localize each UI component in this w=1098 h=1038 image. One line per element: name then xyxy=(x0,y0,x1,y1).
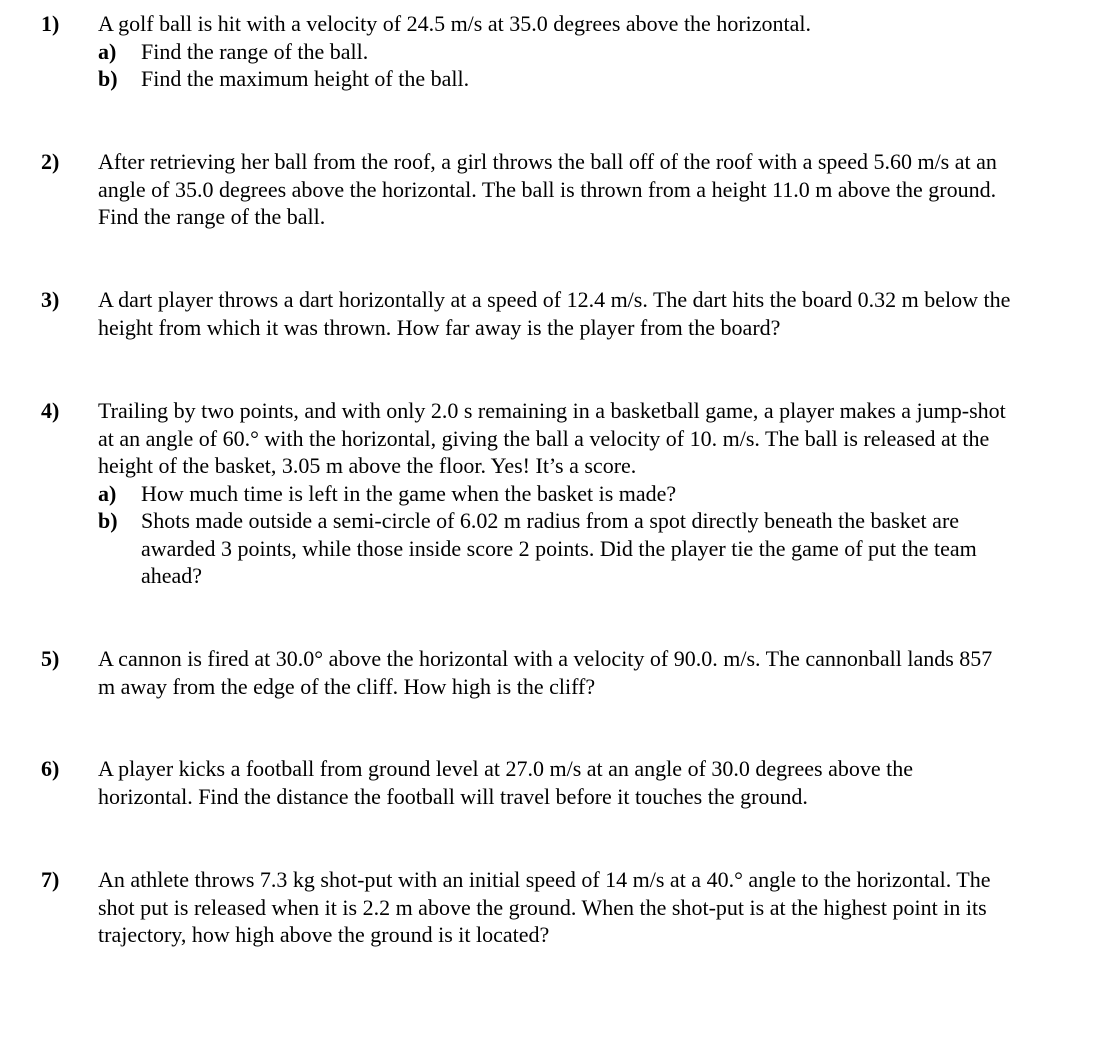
part-text: Shots made outside a semi-circle of 6.02 m radius from a spot directly beneath the basket are awarded 3 points, while those inside score 2 points. Did the player tie the game of put the team ahead? xyxy=(141,508,977,588)
part-letter: a) xyxy=(98,38,117,64)
problem-number: 4) xyxy=(41,398,60,423)
problem-text: After retrieving her ball from the roof, a girl throws the ball off of the roof with a speed 5.60 m/s at an angle of 35.0 degrees above the horizontal. The ball is thrown from a height 11.0 m above the ground. Find the range of the ball. xyxy=(98,149,997,229)
problem-number: 3) xyxy=(41,287,60,312)
problem-2 xyxy=(38,148,1078,231)
problem-text: An athlete throws 7.3 kg shot-put with an initial speed of 14 m/s at a 40.° angle to the horizontal. The shot put is released when it is 2.2 m above the ground. When the shot-put is at the highest point in its trajectory, how high above the ground is it located? xyxy=(98,867,991,947)
problem-part-a xyxy=(98,38,1013,66)
problem-6 xyxy=(38,755,1078,810)
problem-number: 5) xyxy=(41,646,60,671)
problem-part-b xyxy=(98,65,1013,93)
part-text: How much time is left in the game when the basket is made? xyxy=(141,480,677,506)
part-letter: b) xyxy=(98,66,118,91)
problem-text: A player kicks a football from ground level at 27.0 m/s at an angle of 30.0 degrees above the horizontal. Find the distance the football will travel before it touches the ground. xyxy=(98,756,913,809)
problem-number: 7) xyxy=(41,867,60,892)
problem-text: A cannon is fired at 30.0° above the horizontal with a velocity of 90.0. m/s. The cannonball lands 857 m away from the edge of the cliff. How high is the cliff? xyxy=(98,646,993,699)
problem-text: Trailing by two points, and with only 2.0 s remaining in a basketball game, a player makes a jump-shot at an angle of 60.° with the horizontal, giving the ball a velocity of 10. m/s. The ball is released at the height of the basket, 3.05 m above the floor. Yes! It’s a score. xyxy=(98,398,1006,478)
problem-7 xyxy=(38,866,1078,949)
problem-5 xyxy=(38,645,1078,700)
problem-text: A dart player throws a dart horizontally at a speed of 12.4 m/s. The dart hits the board 0.32 m below the height from which it was thrown. How far away is the player from the board? xyxy=(98,287,1011,340)
problem-number: 6) xyxy=(41,756,60,781)
problem-4 xyxy=(38,397,1078,590)
part-text: Find the range of the ball. xyxy=(141,38,369,64)
problem-part-a xyxy=(98,480,1013,508)
part-text: Find the maximum height of the ball. xyxy=(141,66,470,91)
problem-number: 2) xyxy=(41,149,60,174)
problem-part-b xyxy=(98,507,1013,590)
problem-1 xyxy=(38,10,1078,93)
problem-3 xyxy=(38,286,1078,341)
problem-text: A golf ball is hit with a velocity of 24.5 m/s at 35.0 degrees above the horizontal. xyxy=(98,11,812,36)
part-letter: b) xyxy=(98,508,118,533)
part-letter: a) xyxy=(98,480,117,506)
problem-number: 1) xyxy=(41,11,60,36)
